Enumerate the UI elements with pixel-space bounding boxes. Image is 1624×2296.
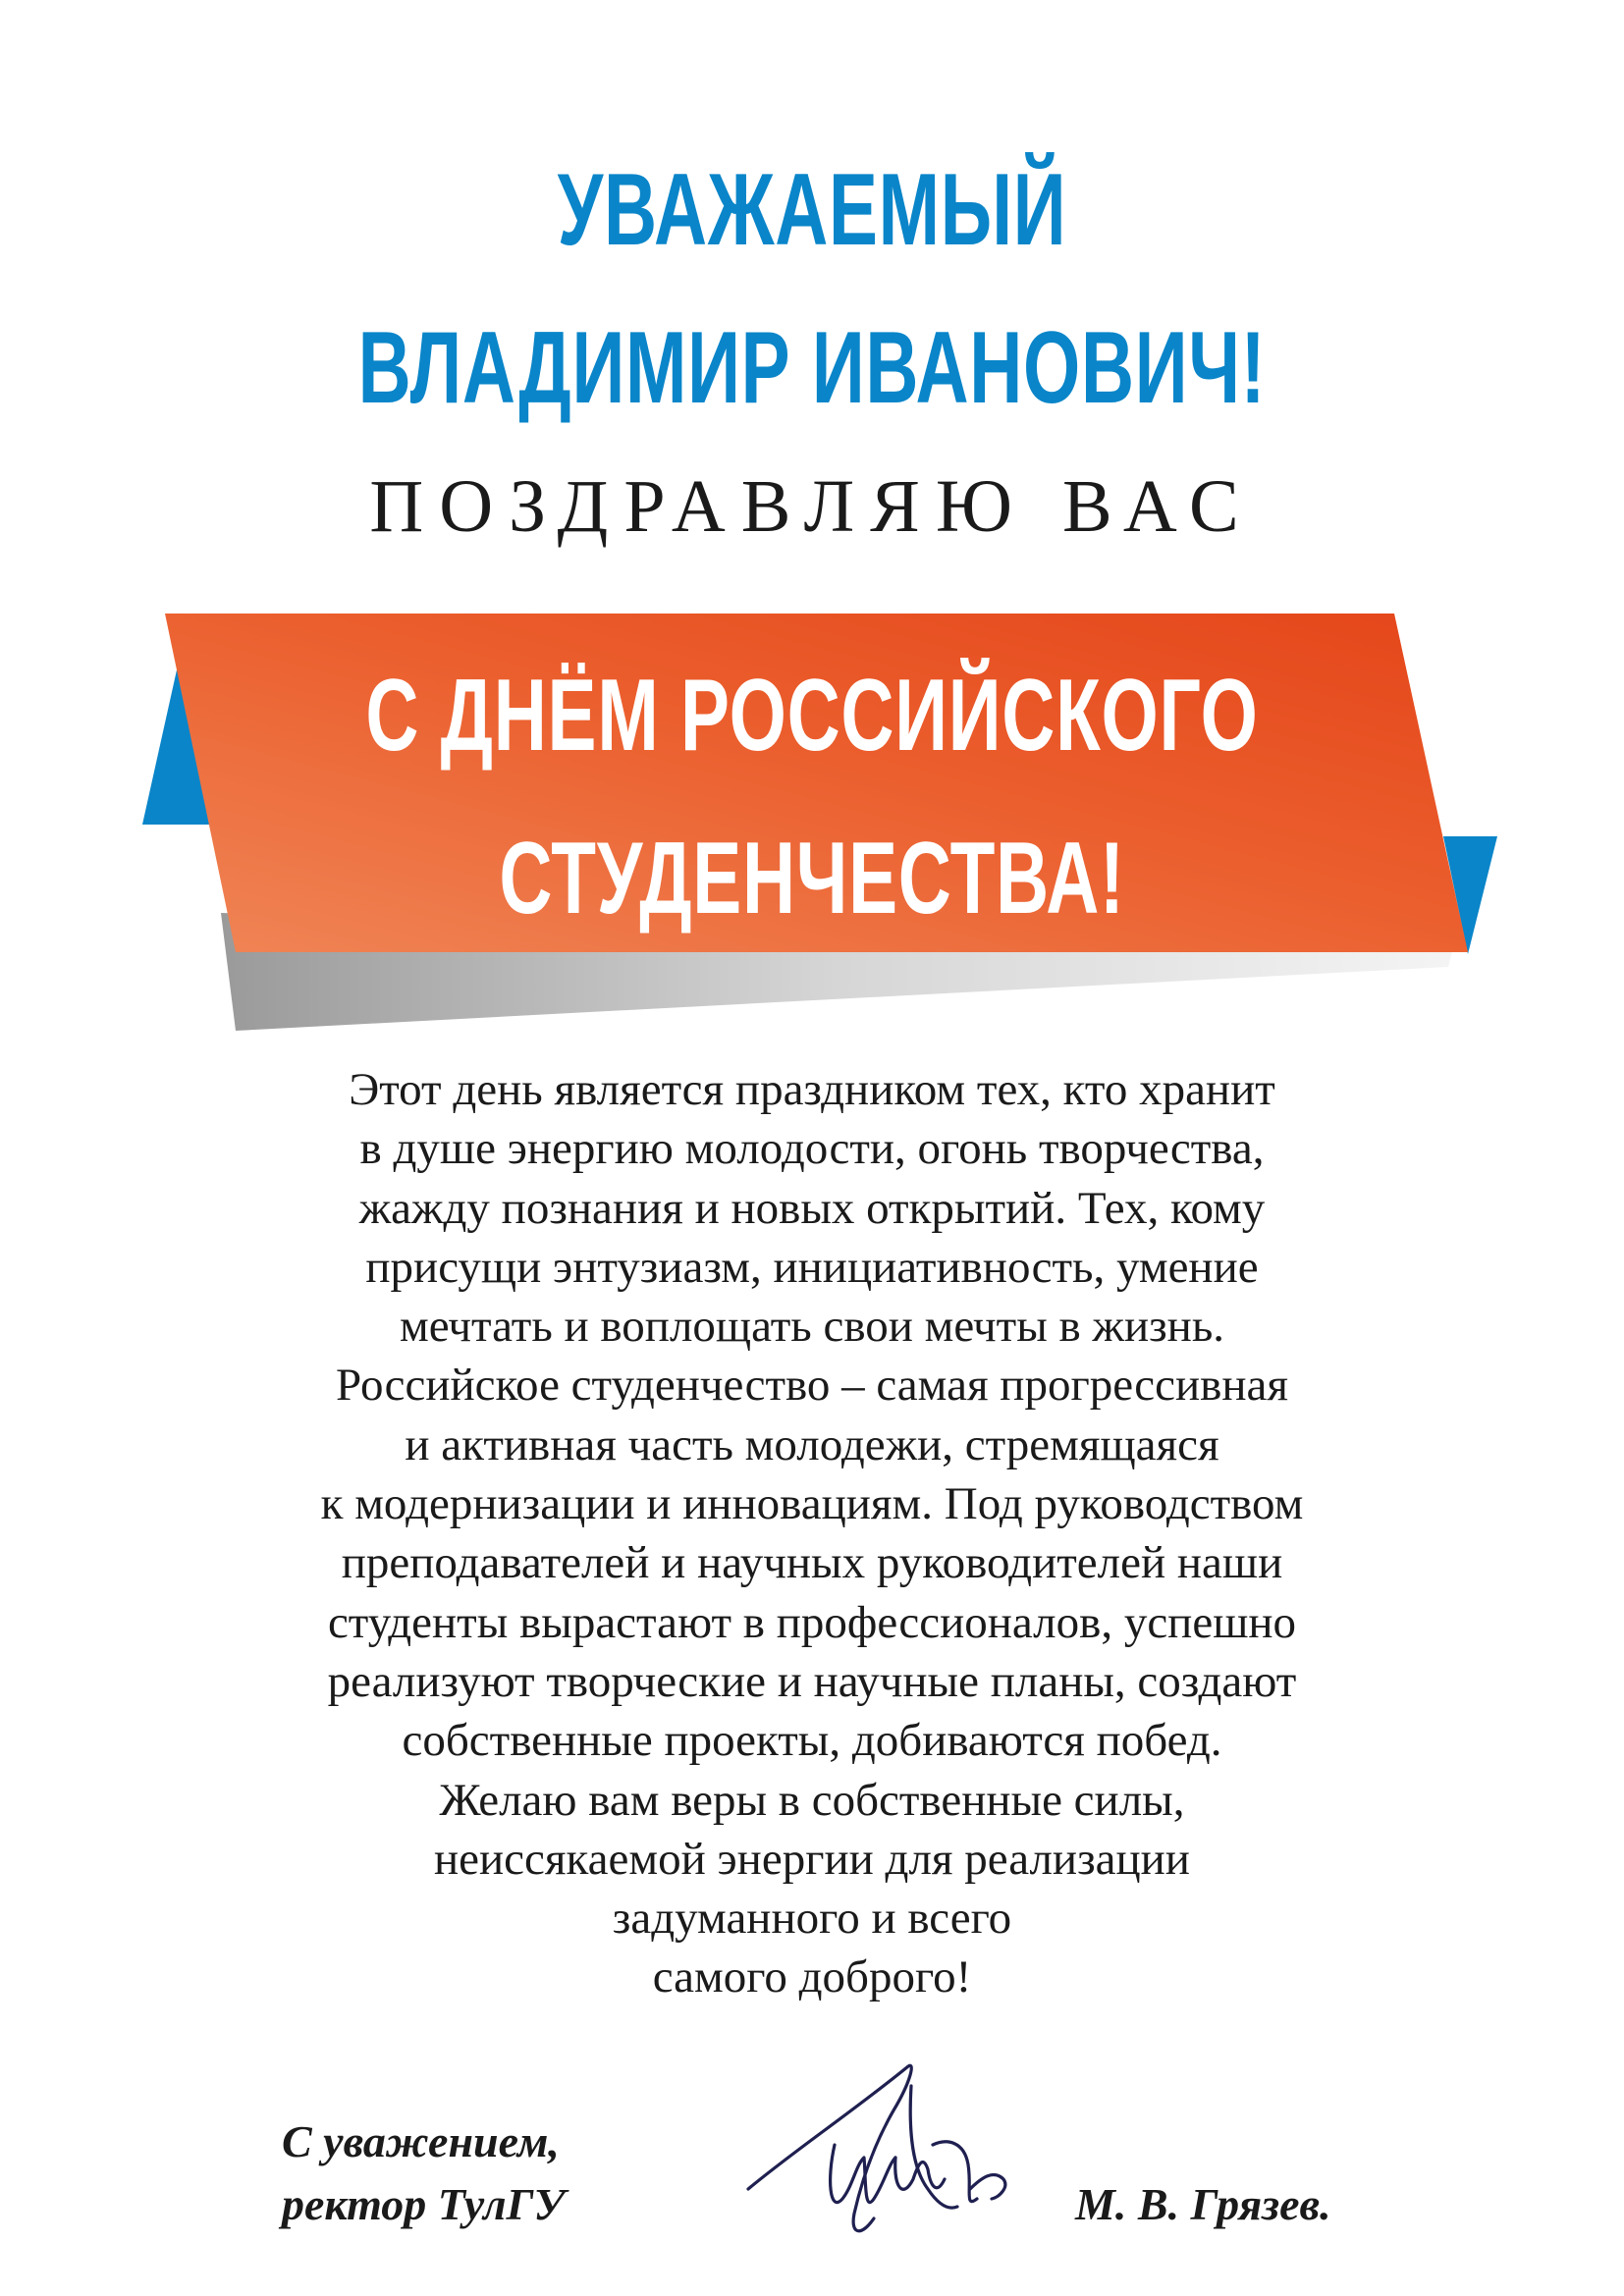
- body-line: студенты вырастают в профессионалов, успешно: [327, 1596, 1297, 1648]
- body-line: присущи энтузиазм, инициативность, умение: [365, 1241, 1259, 1293]
- congratulations-heading: ПОЗДРАВЛЯЮ ВАС: [369, 465, 1255, 548]
- body-line: реализуют творческие и научные планы, создают: [327, 1655, 1297, 1707]
- body-line: собственные проекты, добиваются побед.: [402, 1715, 1222, 1767]
- closing-title: ректор ТулГУ: [282, 2179, 566, 2229]
- body-line: задуманного и всего: [612, 1893, 1012, 1945]
- body-line: к модернизации и инновациям. Под руководством: [320, 1478, 1304, 1530]
- body-line: Российское студенчество – самая прогрессивная: [336, 1360, 1288, 1412]
- banner-line-2: СТУДЕНЧЕСТВА!: [499, 822, 1125, 935]
- letter-body: [223, 1060, 1401, 2007]
- salutation-line-2: ВЛАДИМИР ИВАНОВИЧ!: [357, 311, 1267, 425]
- banner-line-1: С ДНЁМ РОССИЙСКОГО: [365, 659, 1259, 773]
- body-line: и активная часть молодежи, стремящаяся: [405, 1418, 1219, 1470]
- signature-icon: [736, 2042, 1031, 2258]
- body-line: преподавателей и научных руководителей наши: [341, 1537, 1283, 1589]
- body-line: неиссякаемой энергии для реализации: [434, 1833, 1190, 1885]
- body-line: Желаю вам веры в собственные силы,: [439, 1774, 1185, 1826]
- closing-regards: С уважением,: [282, 2116, 560, 2166]
- signatory-name: М. В. Грязев.: [1075, 2179, 1331, 2229]
- body-line: самого доброго!: [652, 1951, 972, 2003]
- body-line: Этот день является праздником тех, кто хранит: [349, 1064, 1275, 1115]
- closing-block: [282, 2110, 565, 2236]
- body-line: жажду познания и новых открытий. Тех, кому: [358, 1182, 1266, 1234]
- body-line: в душе энергию молодости, огонь творчества,: [359, 1123, 1265, 1175]
- salutation-line-1: УВАЖАЕМЫЙ: [557, 153, 1067, 267]
- body-line: мечтать и воплощать свои мечты в жизнь.: [399, 1301, 1225, 1353]
